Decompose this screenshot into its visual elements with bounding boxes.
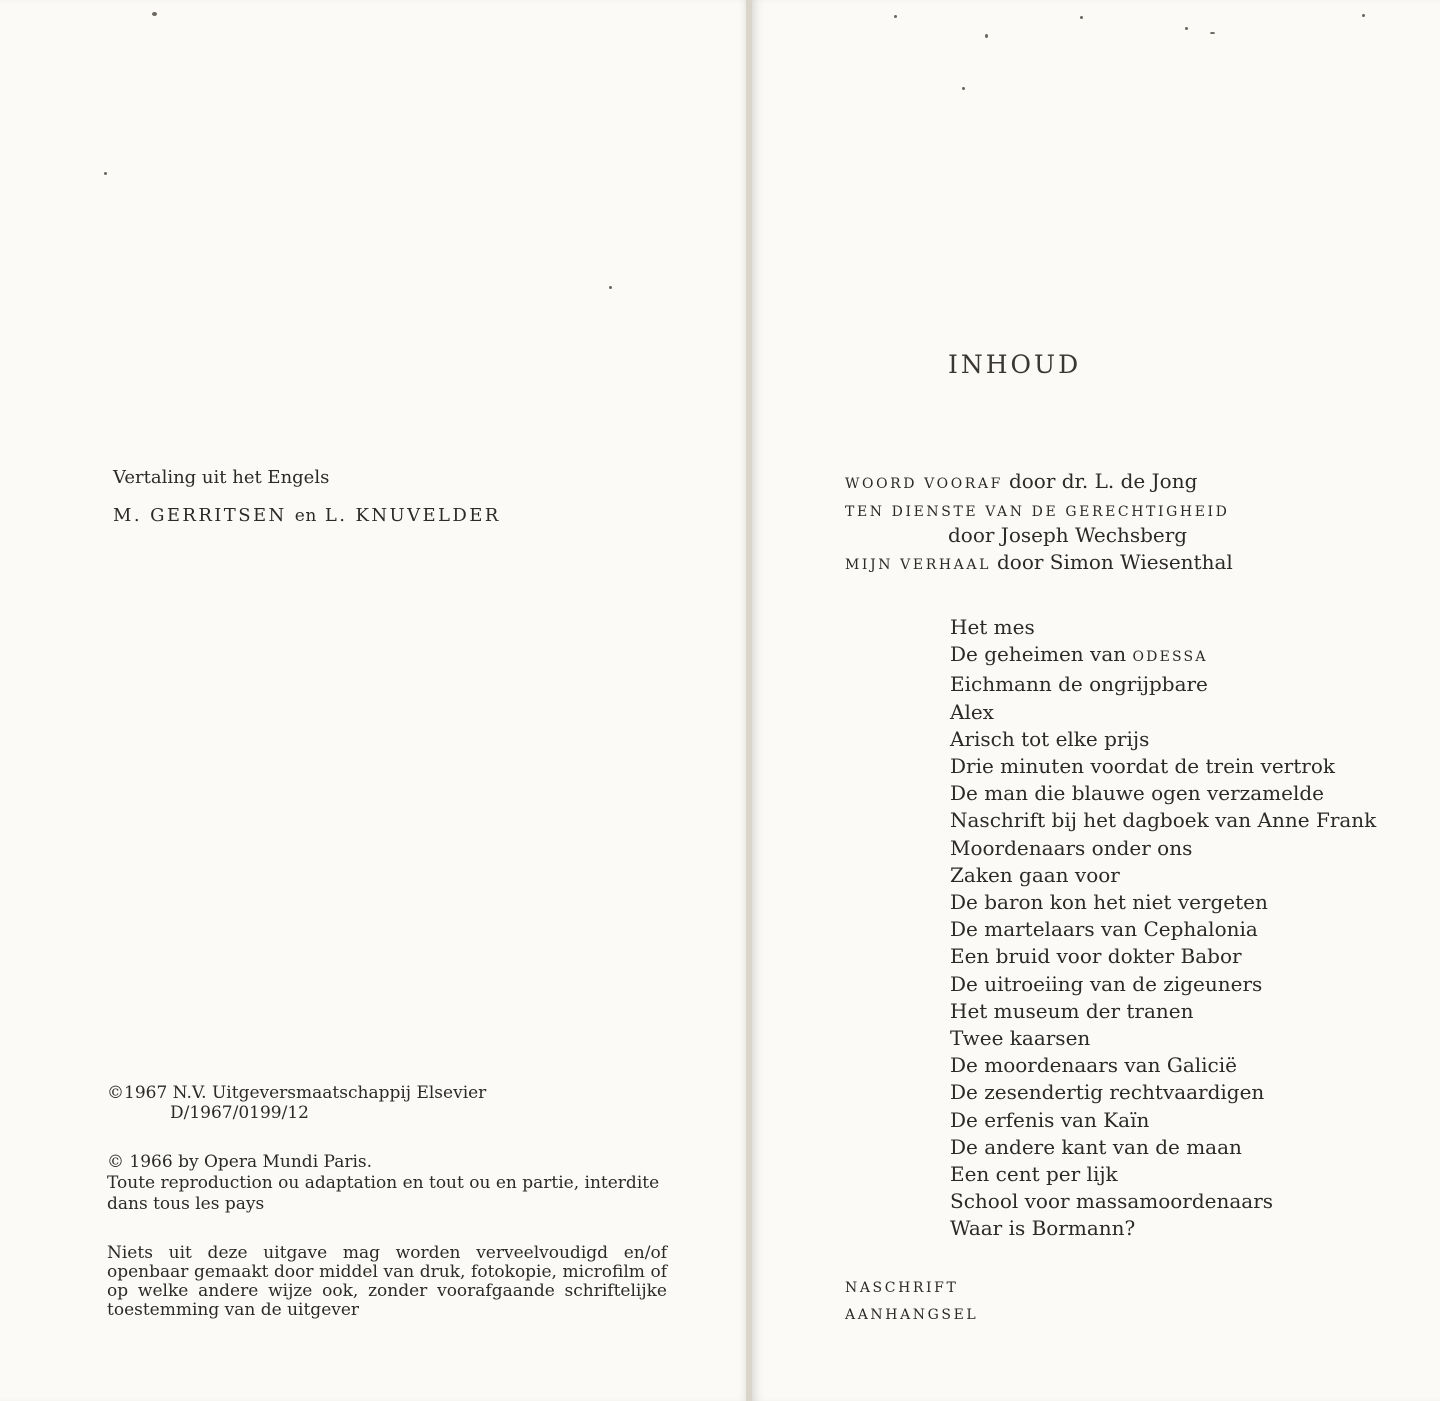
toc-front-entry — [948, 523, 1187, 547]
toc-chapter: Het museum der tranen — [950, 998, 1194, 1023]
print-speck — [962, 87, 965, 90]
copyright-line: Toute reproduction ou adaptation en tout ou en partie, interdite — [107, 1173, 660, 1193]
toc-title: INHOUD — [948, 350, 1082, 379]
translators-line — [113, 505, 501, 526]
toc-chapter — [950, 641, 1376, 671]
translator-joiner: en — [294, 506, 317, 526]
toc-front-entry — [845, 497, 1235, 521]
toc-front-author: door Simon Wiesenthal — [996, 550, 1233, 574]
toc-chapter-smallcaps: ODESSA — [1132, 649, 1208, 666]
toc-chapter: Een cent per lijk — [950, 1162, 1118, 1187]
toc-chapter: Alex — [950, 699, 994, 724]
toc-front-author: door Joseph Wechsberg — [948, 523, 1188, 547]
copyright-line: © 1966 by Opera Mundi Paris. — [107, 1152, 373, 1172]
toc-chapter: De man die blauwe ogen verzamelde — [950, 781, 1324, 806]
toc-back-entry-naschrift: NASCHRIFT — [845, 1280, 959, 1296]
toc-chapter: Drie minuten voordat de trein vertrok — [950, 754, 1335, 779]
copyright-elsevier — [107, 1083, 486, 1123]
toc-chapter: Arisch tot elke prijs — [950, 726, 1150, 751]
toc-chapter: Waar is Bormann? — [950, 1216, 1136, 1241]
toc-front-label: WOORD VOORAF — [845, 476, 1003, 492]
toc-chapter: De andere kant van de maan — [950, 1134, 1242, 1159]
toc-front-entry — [845, 469, 1197, 493]
toc-chapter: De uitroeiing van de zigeuners — [950, 971, 1263, 996]
print-speck — [985, 34, 988, 38]
copyright-line: ©1967 N.V. Uitgeversmaatschappij Elsevier — [107, 1083, 487, 1103]
translation-note: Vertaling uit het Engels — [113, 467, 330, 488]
rights-notice: Niets uit deze uitgave mag worden verveelvoudigd en/of openbaar gemaakt door middel van druk, fotokopie, microfilm of op welke andere wijze ook, zonder voorafgaande schriftelijke toestemming van de uitgever — [107, 1243, 667, 1320]
toc-chapter: De erfenis van Kaïn — [950, 1107, 1150, 1132]
copyright-opera-mundi — [107, 1152, 659, 1215]
toc-front-label: TEN DIENSTE VAN DE GERECHTIGHEID — [845, 504, 1230, 520]
toc-chapter-title: De geheimen van — [950, 642, 1127, 667]
print-speck — [1362, 14, 1365, 17]
print-speck — [609, 286, 612, 289]
print-speck — [1185, 27, 1188, 30]
toc-chapter: De zesendertig rechtvaardigen — [950, 1080, 1265, 1105]
translator-name: M. GERRITSEN — [113, 505, 287, 526]
print-speck — [104, 172, 107, 175]
print-speck — [894, 15, 897, 18]
toc-chapter-list — [950, 614, 1376, 1243]
print-speck — [1210, 32, 1215, 34]
print-speck — [152, 12, 157, 16]
toc-front-author: door dr. L. de Jong — [1008, 469, 1198, 493]
toc-chapter: Zaken gaan voor — [950, 862, 1120, 887]
toc-chapter: Naschrift bij het dagboek van Anne Frank — [950, 808, 1377, 833]
toc-chapter: De baron kon het niet vergeten — [950, 890, 1268, 915]
toc-front-entry — [845, 550, 1233, 574]
depot-number: D/1967/0199/12 — [170, 1103, 309, 1123]
toc-front-label: MIJN VERHAAL — [845, 557, 991, 573]
copyright-line: dans tous les pays — [107, 1194, 265, 1214]
toc-chapter: De moordenaars van Galicië — [950, 1053, 1237, 1078]
translator-name: L. KNUVELDER — [324, 505, 501, 526]
toc-chapter: Twee kaarsen — [950, 1026, 1091, 1051]
toc-chapter: Moordenaars onder ons — [950, 835, 1193, 860]
print-speck — [1080, 16, 1083, 19]
toc-chapter: Een bruid voor dokter Babor — [950, 944, 1242, 969]
toc-chapter: De martelaars van Cephalonia — [950, 917, 1258, 942]
toc-chapter: School voor massamoordenaars — [950, 1189, 1274, 1214]
toc-back-entry-aanhangsel: AANHANGSEL — [845, 1307, 979, 1323]
toc-chapter: Eichmann de ongrijpbare — [950, 672, 1208, 697]
toc-chapter: Het mes — [950, 615, 1035, 639]
